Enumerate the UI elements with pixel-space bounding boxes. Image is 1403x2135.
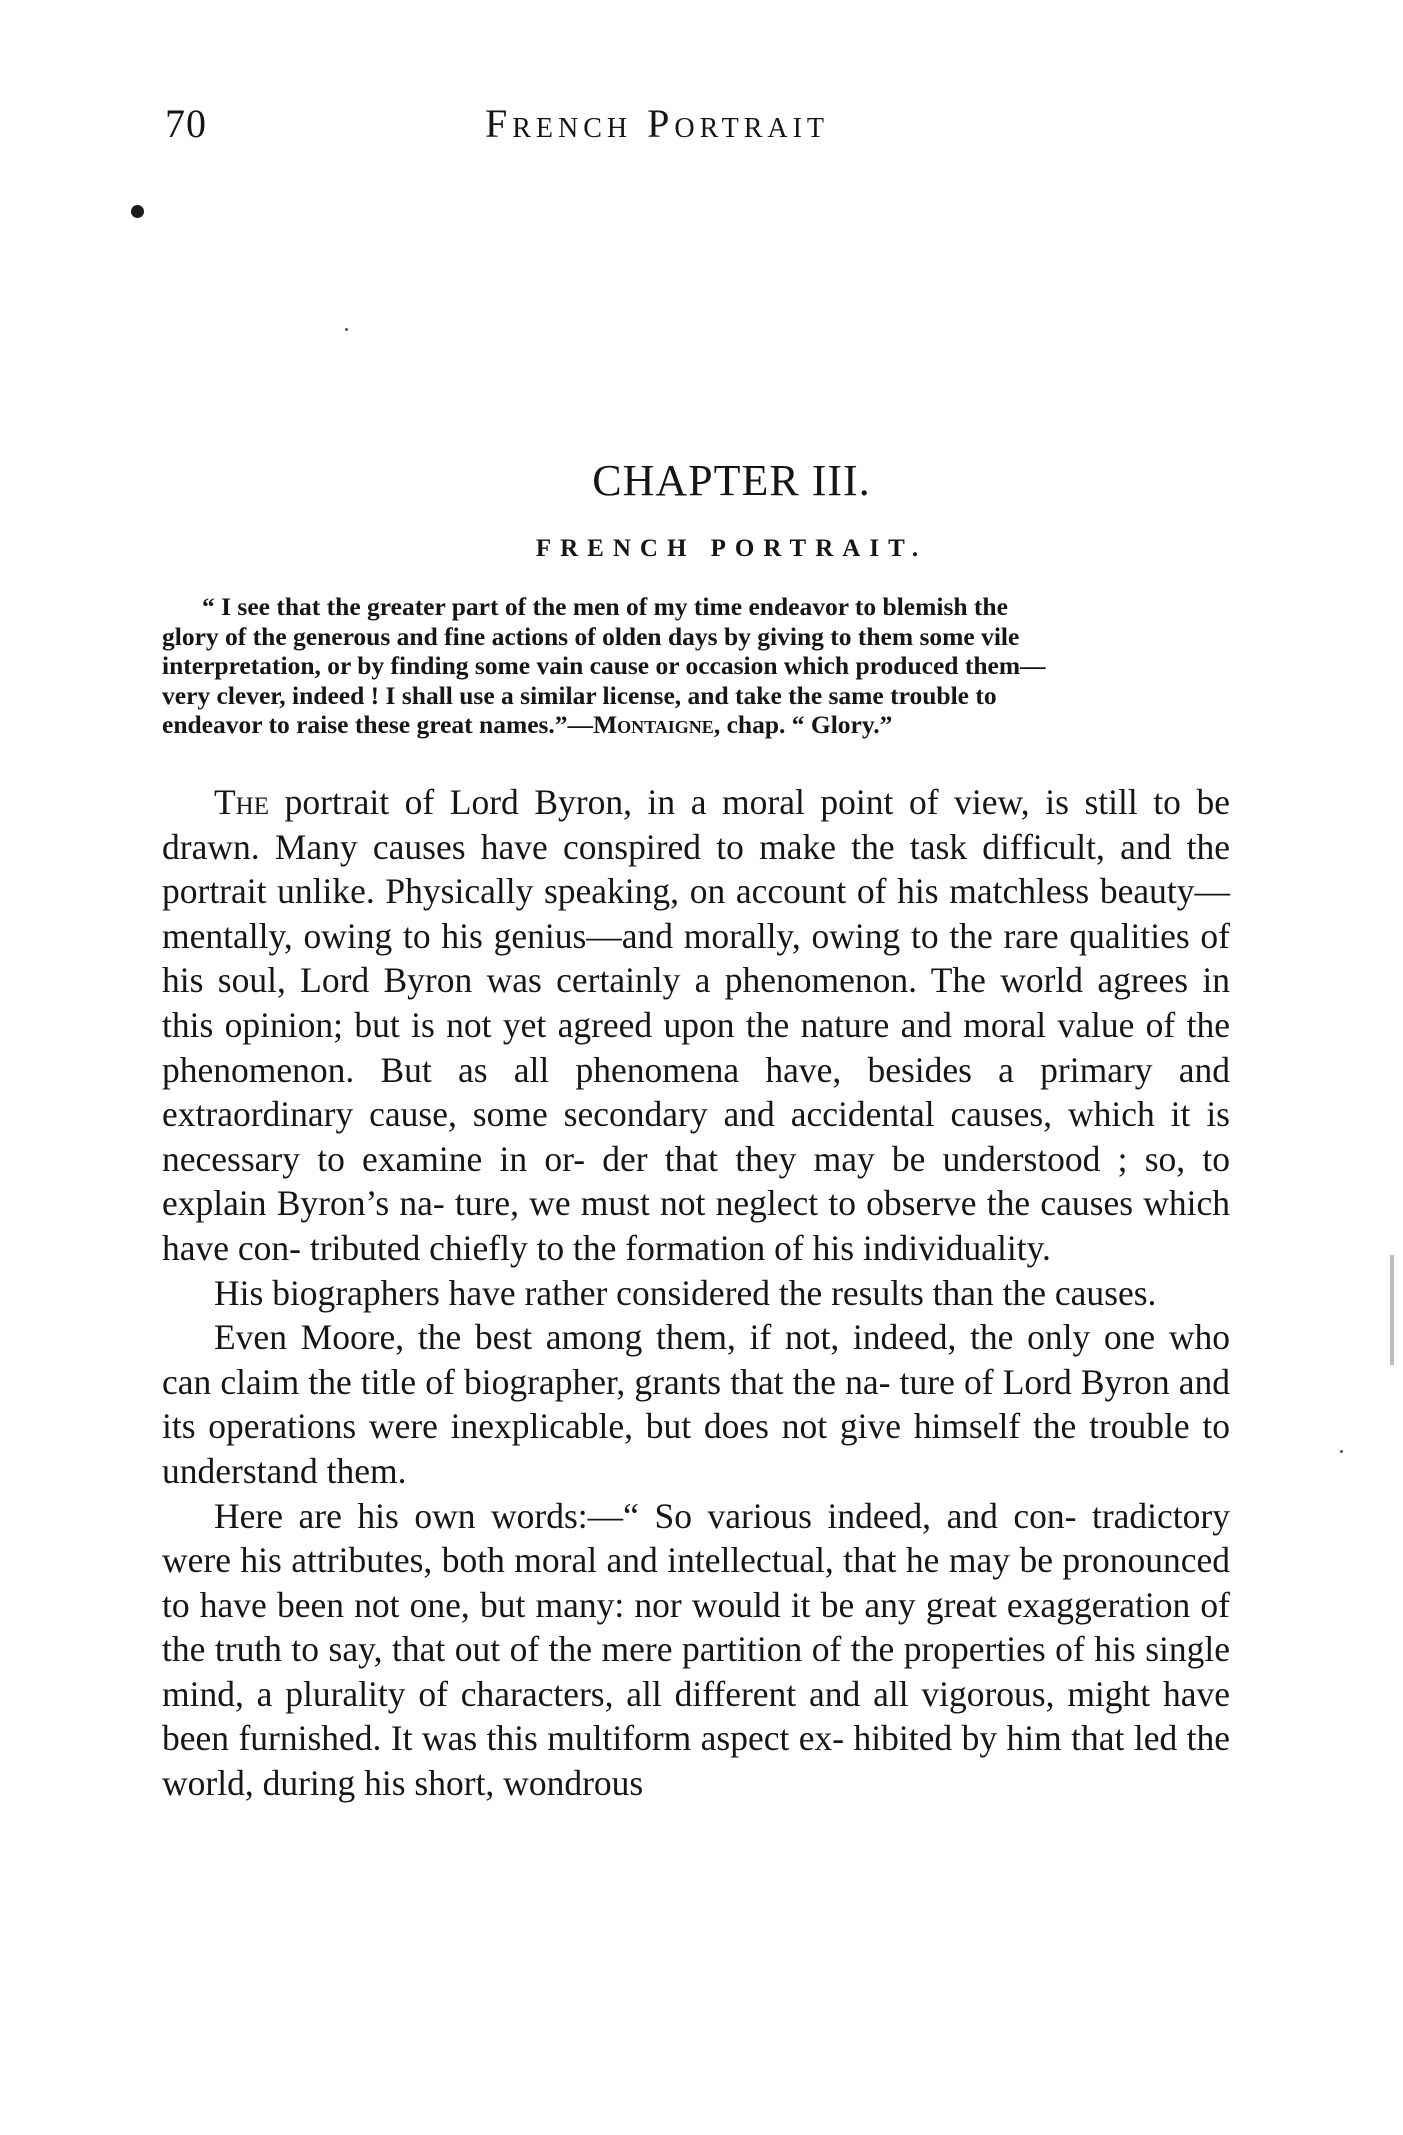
epigraph-line: very clever, indeed ! I shall use a similar license, and take the same trouble to xyxy=(162,680,997,710)
paper-speck xyxy=(1340,1450,1343,1453)
paper-speck xyxy=(345,328,348,331)
paragraph: Here are his own words:—“ So various indeed, and con- tradictory were his attributes, both moral and intellectual, that he may be pronounced to have been not one, but many: nor would it be any great exaggeration of the truth to say, that out of the mere partition of the properties of his single mind, a plurality of characters, all different and all vigorous, might have been furnished. It was this multiform aspect ex- hibited by him that led the world, during his short, wondrous xyxy=(162,1495,1230,1804)
body-text xyxy=(162,780,1230,1806)
paragraph xyxy=(162,780,1230,1271)
epigraph-line: glory of the generous and fine actions of olden days by giving to them some vile xyxy=(162,621,1020,651)
page-edge-mark xyxy=(1390,1255,1394,1365)
paragraph: His biographers have rather considered the results than the causes. xyxy=(214,1272,1157,1313)
epigraph-line: interpretation, or by finding some vain cause or occasion which produced them— xyxy=(162,651,1046,680)
epigraph xyxy=(162,592,1230,740)
running-title: French Portrait xyxy=(485,101,830,146)
page-number: 70 xyxy=(165,101,207,146)
epigraph-source: Montaigne xyxy=(593,710,714,739)
epigraph-text: endeavor to raise these great names.”— xyxy=(162,710,594,739)
ink-blot xyxy=(131,205,144,218)
paragraph-text: portrait of Lord Byron, in a moral point of view, is still to be drawn. Many causes have conspired to make the task difficult, and the portrait unlike. Physically speaking, on account of his matchless beauty—mentally, owing to his genius—and morally, owing to the rare qualities of his soul, Lord Byron was certainly a phenomenon. The world agrees in this opinion; but is not yet agreed upon the nature and moral value of the phenomenon. But as all phenomena have, besides a primary and extraordinary cause, some secondary and accidental causes, which it is necessary to examine in or- der that they may be understood ; so, to explain Byron’s na- ture, we must not neglect to observe the causes which have con- tributed chiefly to the formation of his individuality. xyxy=(162,782,1230,1268)
epigraph-line: “ I see that the greater part of the men of my time endeavor to blemish the xyxy=(202,592,1008,621)
chapter-subtitle: FRENCH PORTRAIT. xyxy=(535,535,928,562)
paragraph-lead-word: The xyxy=(214,782,270,822)
paragraph: Even Moore, the best among them, if not, indeed, the only one who can claim the title of biographer, grants that the na- ture of Lord Byron and its operations were inexplicable, but does not give himself the trouble to understand them. xyxy=(162,1317,1230,1491)
chapter-title: CHAPTER III. xyxy=(592,456,871,505)
epigraph-text: , chap. “ Glory.” xyxy=(713,710,893,739)
epigraph-line xyxy=(162,710,1230,740)
running-head xyxy=(165,100,1225,150)
